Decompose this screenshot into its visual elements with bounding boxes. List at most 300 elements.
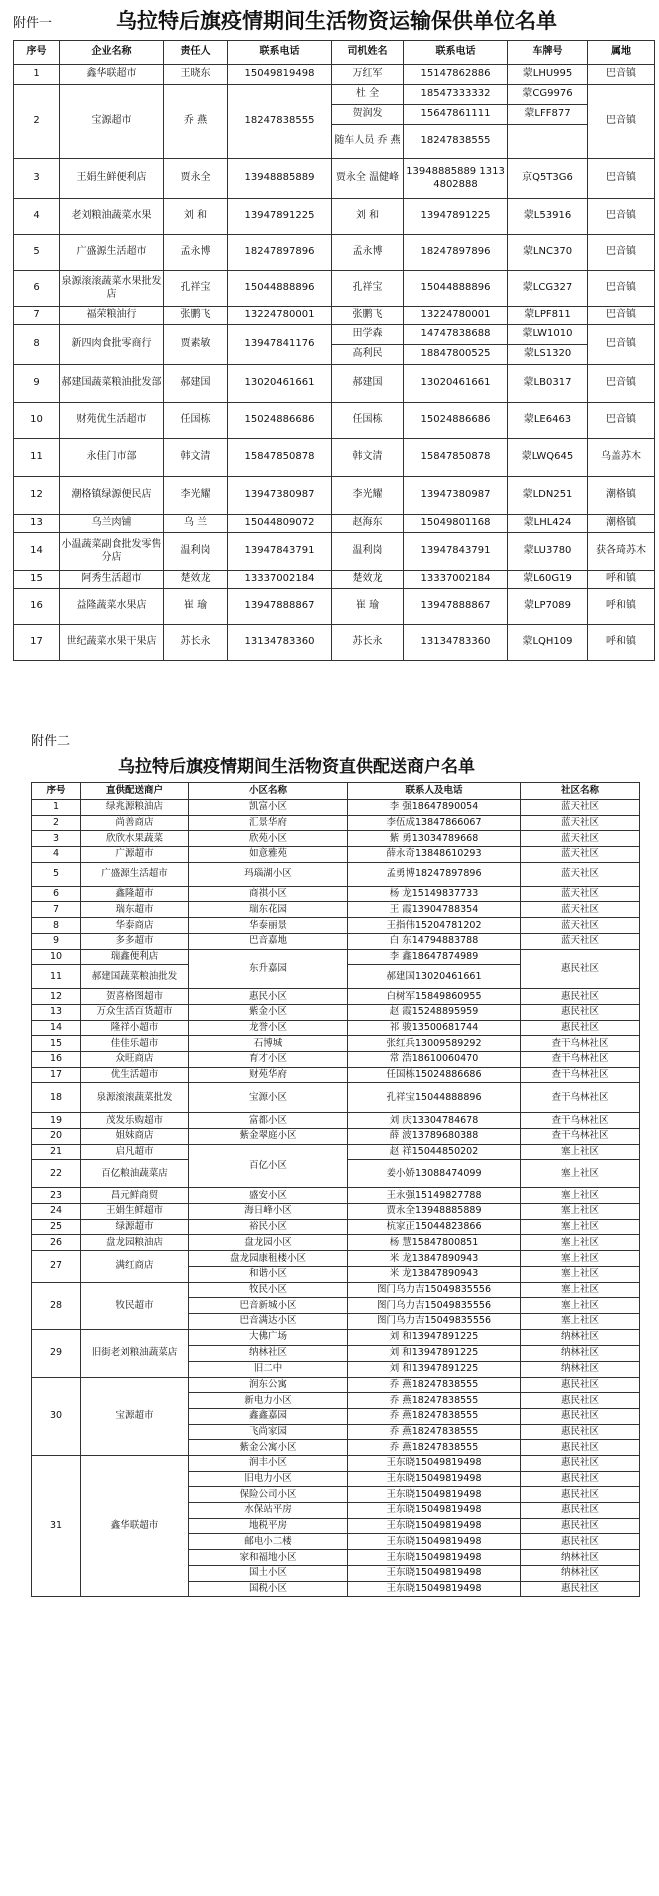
contact-person-phone: 贾永全13948885889: [348, 1204, 521, 1220]
community-name: 塞上社区: [521, 1144, 640, 1160]
estate-name: 汇景华府: [189, 815, 348, 831]
contact-person-phone: 祁 骏13500681744: [348, 1020, 521, 1036]
row-number: 24: [32, 1204, 81, 1220]
estate-name: 地税平房: [189, 1518, 348, 1534]
driver-name: 温利岗: [332, 533, 404, 571]
plate-number: 蒙L53916: [508, 199, 588, 235]
estate-name: 华泰丽景: [189, 918, 348, 934]
contact-person-phone: 米 龙13847890943: [348, 1266, 521, 1282]
driver-name: 田学森: [332, 325, 404, 345]
area: 巴音镇: [588, 85, 655, 159]
contact-phone: 13948885889: [228, 159, 332, 199]
row-number: 4: [32, 847, 81, 863]
table-row: [14, 403, 655, 439]
table-row: [14, 159, 655, 199]
area: 乌盖苏木: [588, 439, 655, 477]
attachment-1-label: 附件一: [13, 16, 53, 31]
doc2-title: 乌拉特后旗疫情期间生活物资直供配送商户名单: [118, 757, 475, 777]
driver-name: 贺润发: [332, 105, 404, 125]
community-name: 塞上社区: [521, 1251, 640, 1267]
merchant-name: 满红商店: [81, 1251, 189, 1282]
estate-name: 龙誉小区: [189, 1020, 348, 1036]
contact-phone: 15044888896: [228, 271, 332, 307]
area: 获各琦苏木: [588, 533, 655, 571]
contact-person-phone: 刘 庆13304784678: [348, 1113, 521, 1129]
table-row: [14, 235, 655, 271]
table-row: [32, 815, 640, 831]
community-name: 惠民社区: [521, 1471, 640, 1487]
responsible-person: 刘 和: [164, 199, 228, 235]
table-row: [32, 1083, 640, 1113]
contact-person-phone: 薛永奇13848610293: [348, 847, 521, 863]
driver-phone: 15147862886: [404, 65, 508, 85]
driver-name: 郝建国: [332, 365, 404, 403]
row-number: 10: [32, 949, 81, 965]
responsible-person: 孔祥宝: [164, 271, 228, 307]
estate-name: 海日峰小区: [189, 1204, 348, 1220]
row-number: 2: [14, 85, 60, 159]
estate-name: 裕民小区: [189, 1219, 348, 1235]
community-name: 惠民社区: [521, 1004, 640, 1020]
row-number: 1: [32, 800, 81, 816]
estate-name: 巴音新城小区: [189, 1298, 348, 1314]
estate-name: 如意雅苑: [189, 847, 348, 863]
row-number: 27: [32, 1251, 81, 1282]
community-name: 塞上社区: [521, 1235, 640, 1251]
row-number: 25: [32, 1219, 81, 1235]
driver-name: 任国栋: [332, 403, 404, 439]
community-name: 惠民社区: [521, 1408, 640, 1424]
driver-phone: 15049801168: [404, 515, 508, 533]
contact-phone: 13337002184: [228, 571, 332, 589]
table-row: [32, 989, 640, 1005]
community-name: 惠民社区: [521, 949, 640, 989]
contact-phone: 13947843791: [228, 533, 332, 571]
row-number: 1: [14, 65, 60, 85]
row-number: 4: [14, 199, 60, 235]
estate-name: 紫金小区: [189, 1004, 348, 1020]
contact-person-phone: 姜小娇13088474099: [348, 1160, 521, 1188]
row-number: 16: [14, 589, 60, 625]
responsible-person: 王晓东: [164, 65, 228, 85]
responsible-person: 乌 兰: [164, 515, 228, 533]
driver-phone: 15647861111: [404, 105, 508, 125]
plate-number: 蒙LQH109: [508, 625, 588, 661]
community-name: 蓝天社区: [521, 862, 640, 886]
column-header: 直供配送商户: [81, 783, 189, 800]
plate-number: 蒙LWQ645: [508, 439, 588, 477]
estate-name: 百亿小区: [189, 1144, 348, 1188]
responsible-person: 贾永全: [164, 159, 228, 199]
company-name: 老刘粮油蔬菜水果: [60, 199, 164, 235]
contact-person-phone: 紫 勇13034789668: [348, 831, 521, 847]
driver-name: 李光耀: [332, 477, 404, 515]
driver-name: 崔 瑜: [332, 589, 404, 625]
table-row: [14, 85, 655, 105]
driver-phone: 14747838688: [404, 325, 508, 345]
contact-person-phone: 王 霞13904788354: [348, 902, 521, 918]
contact-person-phone: 刘 和13947891225: [348, 1329, 521, 1345]
area: 巴音镇: [588, 199, 655, 235]
driver-name: 万红军: [332, 65, 404, 85]
merchant-name: 万众生活百货超市: [81, 1004, 189, 1020]
table-row: [14, 533, 655, 571]
community-name: 纳林社区: [521, 1565, 640, 1581]
plate-number: 蒙LPF811: [508, 307, 588, 325]
merchant-name: 欣欣水果蔬菜: [81, 831, 189, 847]
plate-number: 蒙LB0317: [508, 365, 588, 403]
merchant-name: 鑫华联超市: [81, 1456, 189, 1597]
contact-person-phone: 米 龙13847890943: [348, 1251, 521, 1267]
row-number: 13: [14, 515, 60, 533]
community-name: 塞上社区: [521, 1204, 640, 1220]
contact-person-phone: 乔 燕18247838555: [348, 1440, 521, 1456]
responsible-person: 温利岗: [164, 533, 228, 571]
estate-name: 飞尚家园: [189, 1424, 348, 1440]
community-name: 纳林社区: [521, 1345, 640, 1361]
estate-name: 旧二中: [189, 1361, 348, 1377]
company-name: 阿秀生活超市: [60, 571, 164, 589]
row-number: 17: [32, 1067, 81, 1083]
row-number: 15: [14, 571, 60, 589]
table-row: [14, 365, 655, 403]
supplier-table: [13, 40, 655, 661]
merchant-name: 盘龙园粮油店: [81, 1235, 189, 1251]
merchant-name: 牧民超市: [81, 1282, 189, 1329]
driver-phone: 13948885889 13134802888: [404, 159, 508, 199]
plate-number: 蒙CG9976: [508, 85, 588, 105]
row-number: 12: [32, 989, 81, 1005]
estate-name: 宝源小区: [189, 1083, 348, 1113]
contact-person-phone: 郝建国13020461661: [348, 965, 521, 989]
community-name: 塞上社区: [521, 1188, 640, 1204]
contact-person-phone: 薛 波13789680388: [348, 1129, 521, 1145]
table-row: [14, 271, 655, 307]
table-row: [32, 847, 640, 863]
table-row: [32, 933, 640, 949]
community-name: 查干乌林社区: [521, 1113, 640, 1129]
row-number: 22: [32, 1160, 81, 1188]
contact-person-phone: 刘 和13947891225: [348, 1345, 521, 1361]
row-number: 15: [32, 1036, 81, 1052]
community-name: 惠民社区: [521, 1534, 640, 1550]
contact-phone: 15024886686: [228, 403, 332, 439]
driver-name: 苏长永: [332, 625, 404, 661]
community-name: 纳林社区: [521, 1550, 640, 1566]
community-name: 惠民社区: [521, 1393, 640, 1409]
community-name: 惠民社区: [521, 1377, 640, 1393]
responsible-person: 乔 燕: [164, 85, 228, 159]
row-number: 5: [14, 235, 60, 271]
plate-number: [508, 125, 588, 159]
table-row: [32, 800, 640, 816]
estate-name: 欣苑小区: [189, 831, 348, 847]
table-row: [32, 886, 640, 902]
contact-person-phone: 王东晓15049819498: [348, 1471, 521, 1487]
column-header: 序号: [32, 783, 81, 800]
estate-name: 凯富小区: [189, 800, 348, 816]
community-name: 蓝天社区: [521, 847, 640, 863]
row-number: 12: [14, 477, 60, 515]
merchant-table: [31, 782, 640, 1597]
community-name: 惠民社区: [521, 1518, 640, 1534]
contact-person-phone: 乔 燕18247838555: [348, 1408, 521, 1424]
table-row: [14, 589, 655, 625]
table-row: [14, 571, 655, 589]
table-row: [32, 1329, 640, 1345]
contact-person-phone: 乔 燕18247838555: [348, 1377, 521, 1393]
company-name: 益隆蔬菜水果店: [60, 589, 164, 625]
contact-person-phone: 赵 祥15044850202: [348, 1144, 521, 1160]
column-header: 属地: [588, 41, 655, 65]
table-row: [14, 625, 655, 661]
community-name: 惠民社区: [521, 1440, 640, 1456]
driver-phone: 18247838555: [404, 125, 508, 159]
estate-name: 鑫鑫嘉园: [189, 1408, 348, 1424]
driver-name: 贾永全 温健峰: [332, 159, 404, 199]
merchant-name: 百亿粮油蔬菜店: [81, 1160, 189, 1188]
driver-name: 张鹏飞: [332, 307, 404, 325]
estate-name: 水保站平房: [189, 1503, 348, 1519]
responsible-person: 李光耀: [164, 477, 228, 515]
row-number: 11: [14, 439, 60, 477]
company-name: 乌兰肉铺: [60, 515, 164, 533]
contact-person-phone: 王永强15149827788: [348, 1188, 521, 1204]
contact-person-phone: 赵 霞15248895959: [348, 1004, 521, 1020]
contact-phone: 13020461661: [228, 365, 332, 403]
community-name: 塞上社区: [521, 1313, 640, 1329]
row-number: 10: [14, 403, 60, 439]
table-header-row: [32, 783, 640, 800]
area: 巴音镇: [588, 235, 655, 271]
community-name: 蓝天社区: [521, 815, 640, 831]
column-header: 联系电话: [228, 41, 332, 65]
driver-phone: 18547333332: [404, 85, 508, 105]
table-row: [32, 949, 640, 965]
company-name: 财苑优生活超市: [60, 403, 164, 439]
table-row: [14, 325, 655, 345]
area: 巴音镇: [588, 159, 655, 199]
merchant-name: 宝源超市: [81, 1377, 189, 1455]
contact-person-phone: 杨 慧15847800851: [348, 1235, 521, 1251]
driver-name: 随车人员 乔 燕: [332, 125, 404, 159]
community-name: 查干乌林社区: [521, 1067, 640, 1083]
community-name: 蓝天社区: [521, 886, 640, 902]
driver-phone: 18847800525: [404, 345, 508, 365]
column-header: 司机姓名: [332, 41, 404, 65]
community-name: 蓝天社区: [521, 918, 640, 934]
merchant-name: 鑫隆超市: [81, 886, 189, 902]
driver-name: 高利民: [332, 345, 404, 365]
table-header-row: [14, 41, 655, 65]
estate-name: 新电力小区: [189, 1393, 348, 1409]
estate-name: 瑞东花园: [189, 902, 348, 918]
merchant-name: 瑞东超市: [81, 902, 189, 918]
contact-person-phone: 常 浩18610060470: [348, 1051, 521, 1067]
area: 呼和镇: [588, 589, 655, 625]
estate-name: 保险公司小区: [189, 1487, 348, 1503]
merchant-name: 佳佳乐超市: [81, 1036, 189, 1052]
responsible-person: 任国栋: [164, 403, 228, 439]
row-number: 8: [32, 918, 81, 934]
table-row: [14, 199, 655, 235]
contact-person-phone: 刘 和13947891225: [348, 1361, 521, 1377]
plate-number: 蒙LHU995: [508, 65, 588, 85]
company-name: 潮格镇绿源便民店: [60, 477, 164, 515]
plate-number: 蒙LHL424: [508, 515, 588, 533]
company-name: 小温蔬菜副食批发零售分店: [60, 533, 164, 571]
community-name: 查干乌林社区: [521, 1051, 640, 1067]
table-row: [32, 1204, 640, 1220]
contact-person-phone: 图门乌力吉15049835556: [348, 1313, 521, 1329]
table-row: [14, 477, 655, 515]
responsible-person: 韩文清: [164, 439, 228, 477]
community-name: 惠民社区: [521, 1020, 640, 1036]
estate-name: 润丰小区: [189, 1456, 348, 1472]
community-name: 纳林社区: [521, 1361, 640, 1377]
driver-phone: 13947843791: [404, 533, 508, 571]
estate-name: 惠民小区: [189, 989, 348, 1005]
community-name: 蓝天社区: [521, 933, 640, 949]
community-name: 惠民社区: [521, 1424, 640, 1440]
estate-name: 东升嘉园: [189, 949, 348, 989]
driver-phone: 15044888896: [404, 271, 508, 307]
estate-name: 国土小区: [189, 1565, 348, 1581]
contact-phone: 13947841176: [228, 325, 332, 365]
row-number: 5: [32, 862, 81, 886]
plate-number: 京Q5T3G6: [508, 159, 588, 199]
merchant-name: 广盛源生活超市: [81, 862, 189, 886]
row-number: 16: [32, 1051, 81, 1067]
column-header: 序号: [14, 41, 60, 65]
community-name: 惠民社区: [521, 1487, 640, 1503]
column-header: 企业名称: [60, 41, 164, 65]
driver-name: 孔祥宝: [332, 271, 404, 307]
row-number: 3: [32, 831, 81, 847]
driver-name: 刘 和: [332, 199, 404, 235]
merchant-name: 广源超市: [81, 847, 189, 863]
plate-number: 蒙LFF877: [508, 105, 588, 125]
contact-person-phone: 杨 龙15149837733: [348, 886, 521, 902]
community-name: 塞上社区: [521, 1219, 640, 1235]
community-name: 查干乌林社区: [521, 1036, 640, 1052]
responsible-person: 楚效龙: [164, 571, 228, 589]
company-name: 郝建国蔬菜粮油批发部: [60, 365, 164, 403]
merchant-name: 多多超市: [81, 933, 189, 949]
driver-name: 杜 全: [332, 85, 404, 105]
doc1-title: 乌拉特后旗疫情期间生活物资运输保供单位名单: [116, 9, 557, 33]
row-number: 29: [32, 1329, 81, 1377]
row-number: 7: [32, 902, 81, 918]
table-row: [14, 439, 655, 477]
estate-name: 石博城: [189, 1036, 348, 1052]
row-number: 31: [32, 1456, 81, 1597]
area: 巴音镇: [588, 65, 655, 85]
row-number: 9: [14, 365, 60, 403]
estate-name: 旧电力小区: [189, 1471, 348, 1487]
column-header: 联系人及电话: [348, 783, 521, 800]
responsible-person: 崔 瑜: [164, 589, 228, 625]
row-number: 23: [32, 1188, 81, 1204]
company-name: 泉源滚滚蔬菜水果批发店: [60, 271, 164, 307]
contact-person-phone: 图门乌力吉15049835556: [348, 1282, 521, 1298]
merchant-name: 优生活超市: [81, 1067, 189, 1083]
community-name: 蓝天社区: [521, 902, 640, 918]
row-number: 14: [32, 1020, 81, 1036]
row-number: 6: [32, 886, 81, 902]
table-row: [32, 1219, 640, 1235]
table-row: [14, 515, 655, 533]
driver-phone: 13224780001: [404, 307, 508, 325]
contact-person-phone: 李 强18647890054: [348, 800, 521, 816]
estate-name: 盘龙园康租楼小区: [189, 1251, 348, 1267]
table-row: [32, 1235, 640, 1251]
driver-phone: 13337002184: [404, 571, 508, 589]
column-header: 责任人: [164, 41, 228, 65]
table-row: [32, 1377, 640, 1393]
contact-person-phone: 白 东14794883788: [348, 933, 521, 949]
estate-name: 国税小区: [189, 1581, 348, 1597]
estate-name: 巴音嘉地: [189, 933, 348, 949]
area: 呼和镇: [588, 625, 655, 661]
plate-number: 蒙LW1010: [508, 325, 588, 345]
estate-name: 巴音满达小区: [189, 1313, 348, 1329]
driver-name: 赵海东: [332, 515, 404, 533]
plate-number: 蒙LE6463: [508, 403, 588, 439]
column-header: 社区名称: [521, 783, 640, 800]
merchant-name: 旧街老刘粮油蔬菜店: [81, 1329, 189, 1377]
contact-phone: 15847850878: [228, 439, 332, 477]
driver-name: 楚效龙: [332, 571, 404, 589]
row-number: 19: [32, 1113, 81, 1129]
driver-phone: 15024886686: [404, 403, 508, 439]
merchant-name: 启凡超市: [81, 1144, 189, 1160]
estate-name: 家和福地小区: [189, 1550, 348, 1566]
table-row: [32, 1456, 640, 1472]
area: 潮格镇: [588, 477, 655, 515]
contact-phone: 15044809072: [228, 515, 332, 533]
table-row: [14, 307, 655, 325]
table-row: [32, 1067, 640, 1083]
estate-name: 商祺小区: [189, 886, 348, 902]
contact-phone: 13947891225: [228, 199, 332, 235]
merchant-name: 泉源滚滚蔬菜批发: [81, 1083, 189, 1113]
table-row: [14, 65, 655, 85]
table-row: [32, 1004, 640, 1020]
column-header: 联系电话: [404, 41, 508, 65]
contact-phone: 13947380987: [228, 477, 332, 515]
contact-phone: 13134783360: [228, 625, 332, 661]
area: 巴音镇: [588, 365, 655, 403]
driver-name: 韩文清: [332, 439, 404, 477]
area: 呼和镇: [588, 571, 655, 589]
community-name: 查干乌林社区: [521, 1129, 640, 1145]
table-row: [32, 1282, 640, 1298]
company-name: 鑫华联超市: [60, 65, 164, 85]
contact-person-phone: 王东晓15049819498: [348, 1565, 521, 1581]
company-name: 王娟生鲜便利店: [60, 159, 164, 199]
estate-name: 财苑华府: [189, 1067, 348, 1083]
company-name: 宝源超市: [60, 85, 164, 159]
contact-person-phone: 李伍成13847866067: [348, 815, 521, 831]
driver-phone: 18247897896: [404, 235, 508, 271]
estate-name: 盛安小区: [189, 1188, 348, 1204]
row-number: 20: [32, 1129, 81, 1145]
row-number: 2: [32, 815, 81, 831]
merchant-name: 茂发乐购超市: [81, 1113, 189, 1129]
community-name: 惠民社区: [521, 989, 640, 1005]
row-number: 8: [14, 325, 60, 365]
